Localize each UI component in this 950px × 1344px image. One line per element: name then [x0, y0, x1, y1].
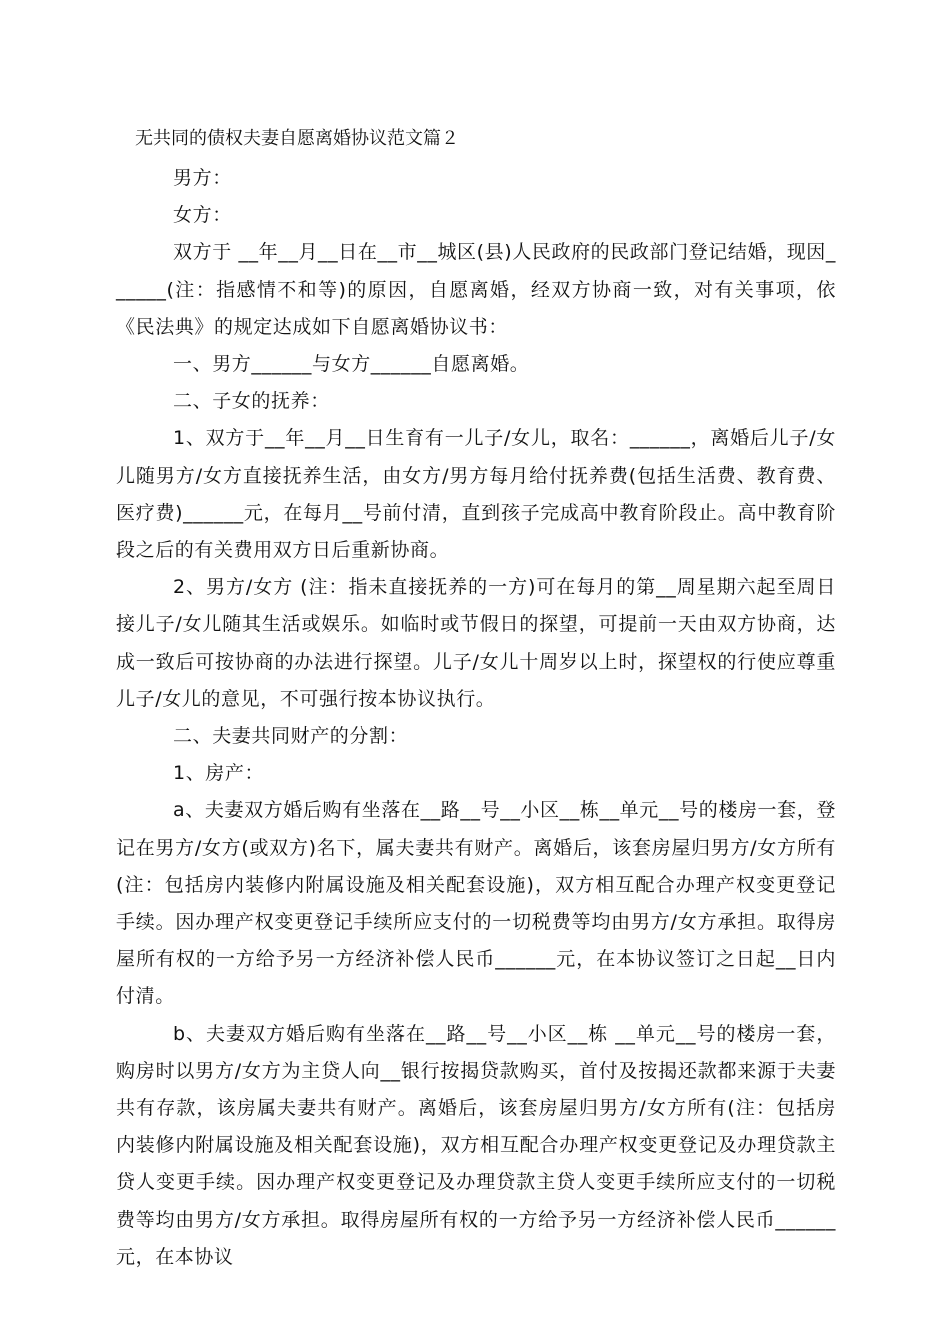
heading-real-estate: 1、房产：: [173, 762, 265, 785]
document-title: 无共同的债权夫妻自愿离婚协议范文篇２: [135, 128, 459, 149]
paragraph-house-a: a、夫妻双方婚后购有坐落在__路__号__小区__栋__单元__号的楼房一套，登记在男方/女方(或双方)名下，属夫妻共有财产。离婚后，该套房屋归男方/女方所有(注：包括房内装修内附属设施及相关配套设施)，双方相互配合办理产权变更登记手续。因办理产权变更登记手续所应支付的一切税费等均由男方/女方承担。取得房屋所有权的一方给予另一方经济补偿人民币______元，在本协议签订之日起__日内付清。: [116, 799, 836, 1008]
document-body: [116, 160, 836, 1276]
paragraph-marriage-registration: 双方于 __年__月__日在__市__城区(县)人民政府的民政部门登记结婚，现因______(注：指感情不和等)的原因，自愿离婚，经双方协商一致，对有关事项，依《民法典》的规定达成如下自愿离婚协议书：: [116, 241, 836, 338]
paragraph-female-party: 女方：: [173, 204, 232, 227]
paragraph-visitation: 2、男方/女方 (注：指未直接抚养的一方)可在每月的第__周星期六起至周日接儿子/女儿随其生活或娱乐。如临时或节假日的探望，可提前一天由双方协商，达成一致后可按协商的办法进行探望。儿子/女儿十周岁以上时，探望权的行使应尊重儿子/女儿的意见，不可强行按本协议执行。: [116, 576, 836, 710]
paragraph-male-party: 男方：: [173, 167, 232, 189]
heading-child-custody: 二、子女的抚养：: [173, 390, 330, 413]
heading-property-division: 二、夫妻共同财产的分割：: [173, 725, 409, 748]
paragraph-child-support: 1、双方于__年__月__日生育有一儿子/女儿，取名：______，离婚后儿子/女儿随男方/女方直接抚养生活，由女方/男方每月给付抚养费(包括生活费、教育费、医疗费)______元，在每月__号前付清，直到孩子完成高中教育阶段止。高中教育阶段之后的有关费用双方日后重新协商。: [116, 427, 836, 562]
paragraph-house-b: b、夫妻双方婚后购有坐落在__路__号__小区__栋 __单元__号的楼房一套，购房时以男方/女方为主贷人向__银行按揭贷款购买，首付及按揭还款都来源于夫妻共有存款，该房属夫妻共有财产。离婚后，该套房屋归男方/女方所有(注：包括房内装修内附属设施及相关配套设施)，双方相互配合办理产权变更登记及办理贷款主贷人变更手续。因办理产权变更登记及办理贷款主贷人变更手续所应支付的一切税费等均由男方/女方承担。取得房屋所有权的一方给予另一方经济补偿人民币______元，在本协议: [116, 1022, 836, 1268]
paragraph-divorce-agreement: 一、男方______与女方______自愿离婚。: [173, 353, 530, 376]
